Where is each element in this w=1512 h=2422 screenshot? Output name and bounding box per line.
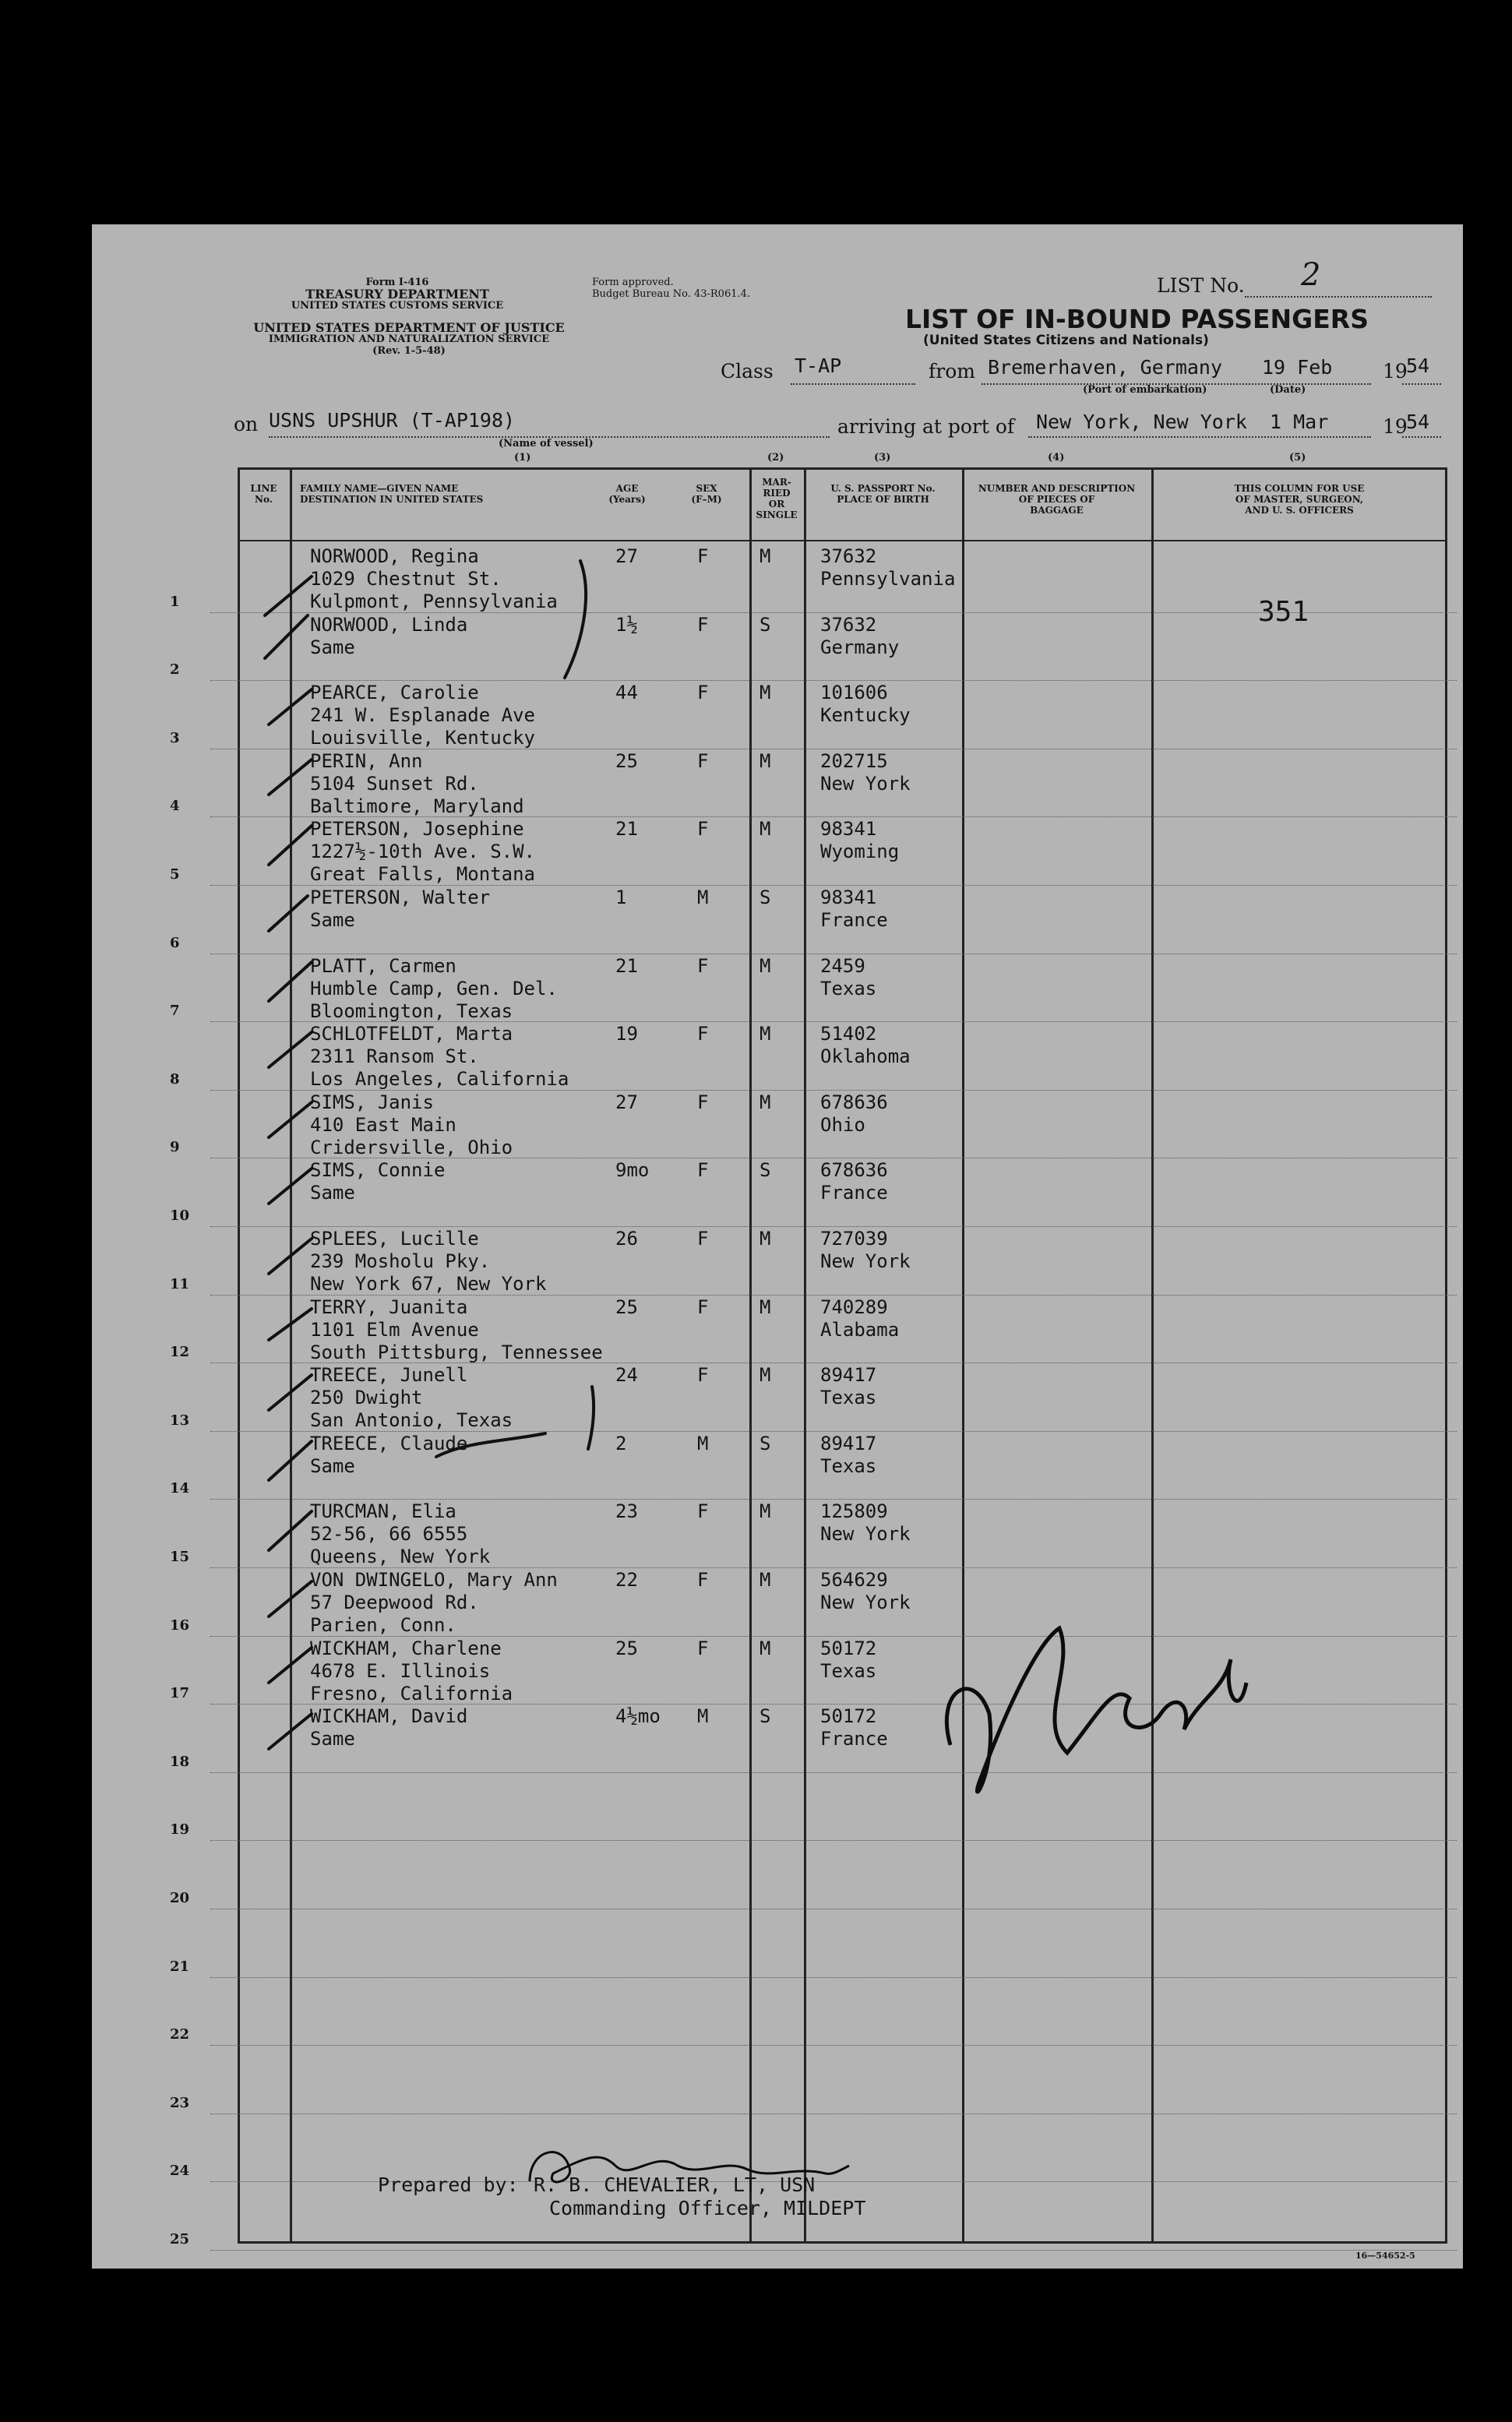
passenger-marital-status: M bbox=[760, 545, 771, 567]
line-number: 21 bbox=[170, 1958, 190, 1975]
row-rule bbox=[210, 1840, 1457, 1841]
passenger-name-destination: WICKHAM, David Same bbox=[310, 1705, 468, 1750]
row-rule bbox=[210, 1431, 1457, 1432]
passenger-marital-status: S bbox=[760, 1705, 771, 1728]
passenger-name-destination: WICKHAM, Charlene 4678 E. Illinois Fresno, California bbox=[310, 1637, 513, 1705]
header-passport: U. S. PASSPORT No. PLACE OF BIRTH bbox=[830, 483, 936, 505]
passenger-marital-status: M bbox=[760, 1637, 771, 1659]
passenger-passport-birthplace: 50172 France bbox=[820, 1705, 888, 1750]
line-number: 23 bbox=[170, 2094, 190, 2111]
line-number: 1 bbox=[170, 593, 180, 610]
passenger-age: 25 bbox=[615, 749, 638, 772]
passenger-passport-birthplace: 125809 New York bbox=[820, 1500, 911, 1546]
passenger-age: 22 bbox=[615, 1569, 638, 1591]
passenger-age: 1 bbox=[615, 887, 627, 908]
passenger-age: 21 bbox=[615, 818, 638, 841]
passenger-sex: M bbox=[697, 1705, 709, 1728]
line-number: 25 bbox=[170, 2230, 190, 2247]
embarkation-year: 54 bbox=[1406, 354, 1430, 377]
passenger-sex: F bbox=[697, 1569, 709, 1591]
class-label: Class bbox=[721, 360, 774, 383]
passenger-sex: F bbox=[697, 1500, 709, 1523]
passenger-passport-birthplace: 740289 Alabama bbox=[820, 1296, 900, 1341]
passenger-age: 44 bbox=[615, 682, 638, 704]
row-rule bbox=[210, 1977, 1457, 1978]
vessel-note: (Name of vessel) bbox=[499, 438, 594, 449]
line-number: 12 bbox=[170, 1344, 190, 1361]
passenger-age: 23 bbox=[615, 1500, 638, 1523]
passenger-passport-birthplace: 37632 Pennsylvania bbox=[820, 545, 956, 590]
passenger-name-destination: TERRY, Juanita 1101 Elm Avenue South Pittsburg, Tennessee bbox=[310, 1296, 603, 1363]
ins-service: IMMIGRATION AND NATURALIZATION SERVICE bbox=[268, 333, 550, 345]
passenger-passport-birthplace: 564629 New York bbox=[820, 1569, 911, 1613]
row-rule bbox=[210, 1499, 1457, 1500]
passenger-name-destination: PLATT, Carmen Humble Camp, Gen. Del. Bloomington, Texas bbox=[310, 954, 558, 1022]
line-number: 5 bbox=[170, 866, 180, 883]
passenger-name-destination: PERIN, Ann 5104 Sunset Rd. Baltimore, Maryland bbox=[310, 749, 524, 817]
passenger-marital-status: M bbox=[760, 1569, 771, 1591]
line-number: 19 bbox=[170, 1821, 190, 1839]
passenger-marital-status: M bbox=[760, 954, 771, 977]
passenger-passport-birthplace: 89417 Texas bbox=[820, 1432, 877, 1477]
passenger-passport-birthplace: 37632 Germany bbox=[820, 613, 900, 658]
arriving-label: arriving at port of bbox=[837, 415, 1015, 438]
line-number: 9 bbox=[170, 1139, 180, 1156]
header-line-no: LINE No. bbox=[250, 483, 277, 505]
col-1-marker: (1) bbox=[514, 452, 531, 464]
row-rule bbox=[210, 1090, 1457, 1091]
passenger-marital-status: S bbox=[760, 1432, 771, 1454]
row-rule bbox=[210, 2045, 1457, 2046]
header-name: FAMILY NAME—GIVEN NAME DESTINATION IN UNITED STATES bbox=[300, 483, 484, 505]
row-rule bbox=[210, 1226, 1457, 1227]
row-rule bbox=[210, 1021, 1457, 1022]
passenger-marital-status: M bbox=[760, 1296, 771, 1318]
row-rule bbox=[210, 1295, 1457, 1296]
justice-dept: UNITED STATES DEPARTMENT OF JUSTICE bbox=[253, 320, 565, 335]
list-number: 2 bbox=[1301, 257, 1321, 293]
passenger-passport-birthplace: 101606 Kentucky bbox=[820, 682, 911, 727]
row-rule bbox=[210, 1772, 1457, 1773]
row-rule bbox=[210, 816, 1457, 817]
passenger-name-destination: PEARCE, Carolie 241 W. Esplanade Ave Louisville, Kentucky bbox=[310, 682, 535, 749]
passenger-name-destination: SCHLOTFELDT, Marta 2311 Ransom St. Los Angeles, California bbox=[310, 1023, 569, 1091]
passenger-age: 25 bbox=[615, 1296, 638, 1318]
passenger-passport-birthplace: 678636 France bbox=[820, 1159, 888, 1204]
arrival-date: 1 Mar bbox=[1270, 411, 1329, 433]
embark-year-prefix: 19 bbox=[1383, 360, 1408, 383]
passenger-marital-status: M bbox=[760, 1228, 771, 1250]
embarkation-note: (Port of embarkation) bbox=[1083, 384, 1207, 396]
budget-bureau: Budget Bureau No. 43-R061.4. bbox=[592, 288, 751, 300]
row-rule bbox=[210, 1567, 1457, 1568]
form-footer-code: 16—54652-5 bbox=[1355, 2251, 1415, 2261]
passenger-name-destination: SIMS, Janis 410 East Main Cridersville, Ohio bbox=[310, 1091, 513, 1158]
passenger-sex: F bbox=[697, 1364, 709, 1387]
page-title: LIST OF IN-BOUND PASSENGERS bbox=[905, 304, 1369, 334]
passenger-marital-status: M bbox=[760, 818, 771, 841]
passenger-marital-status: M bbox=[760, 1091, 771, 1113]
line-number: 8 bbox=[170, 1070, 180, 1088]
passenger-age: 4½mo bbox=[615, 1705, 661, 1728]
passenger-marital-status: S bbox=[760, 613, 771, 636]
passenger-name-destination: SIMS, Connie Same bbox=[310, 1159, 446, 1204]
passenger-passport-birthplace: 98341 France bbox=[820, 887, 888, 931]
line-number: 2 bbox=[170, 661, 180, 679]
row-rule bbox=[210, 1636, 1457, 1637]
passenger-sex: F bbox=[697, 1296, 709, 1318]
arrival-year-prefix: 19 bbox=[1383, 415, 1408, 438]
line-number: 11 bbox=[170, 1275, 190, 1292]
passenger-name-destination: NORWOOD, Linda Same bbox=[310, 613, 468, 658]
form-number: Form I-416 bbox=[365, 277, 429, 288]
passenger-passport-birthplace: 50172 Texas bbox=[820, 1637, 877, 1682]
passenger-marital-status: S bbox=[760, 887, 771, 908]
col-4-marker: (4) bbox=[1048, 452, 1065, 464]
header-baggage: NUMBER AND DESCRIPTION OF PIECES OF BAGGAGE bbox=[978, 483, 1136, 516]
line-number: 16 bbox=[170, 1616, 190, 1634]
passenger-age: 21 bbox=[615, 954, 638, 977]
header-age: AGE (Years) bbox=[608, 483, 646, 505]
line-number: 24 bbox=[170, 2163, 190, 2180]
line-number: 10 bbox=[170, 1207, 190, 1224]
passenger-passport-birthplace: 98341 Wyoming bbox=[820, 818, 900, 863]
form-revision: (Rev. 1-5-48) bbox=[372, 345, 446, 357]
passenger-sex: F bbox=[697, 818, 709, 841]
passenger-age: 26 bbox=[615, 1228, 638, 1250]
passenger-name-destination: PETERSON, Josephine 1227½-10th Ave. S.W. Great Falls, Montana bbox=[310, 818, 535, 886]
port-of-embarkation: Bremerhaven, Germany bbox=[988, 356, 1223, 379]
line-number: 13 bbox=[170, 1412, 190, 1429]
passenger-marital-status: M bbox=[760, 1364, 771, 1387]
line-number: 4 bbox=[170, 798, 180, 815]
arrival-year: 54 bbox=[1406, 411, 1430, 433]
passenger-marital-status: M bbox=[760, 682, 771, 704]
passenger-name-destination: TURCMAN, Elia 52-56, 66 6555 Queens, New York bbox=[310, 1500, 491, 1568]
arrival-port: New York, New York bbox=[1036, 411, 1247, 433]
passenger-marital-status: S bbox=[760, 1159, 771, 1182]
vessel-name: USNS UPSHUR (T-AP198) bbox=[269, 409, 516, 432]
passenger-passport-birthplace: 89417 Texas bbox=[820, 1364, 877, 1409]
passenger-sex: F bbox=[697, 682, 709, 704]
passenger-sex: F bbox=[697, 1228, 709, 1250]
line-number: 14 bbox=[170, 1480, 190, 1497]
passenger-sex: M bbox=[697, 1432, 709, 1454]
row-rule bbox=[210, 2250, 1457, 2251]
passenger-sex: F bbox=[697, 1159, 709, 1182]
passenger-sex: M bbox=[697, 887, 709, 908]
col-3-marker: (3) bbox=[874, 452, 891, 464]
line-number: 6 bbox=[170, 934, 180, 951]
embarkation-date: 19 Feb bbox=[1262, 356, 1333, 379]
passenger-name-destination: NORWOOD, Regina 1029 Chestnut St. Kulpmont, Pennsylvania bbox=[310, 545, 558, 612]
line-number: 7 bbox=[170, 1003, 180, 1020]
passenger-sex: F bbox=[697, 545, 709, 567]
line-number: 20 bbox=[170, 1889, 190, 1906]
passenger-name-destination: TREECE, Claude Same bbox=[310, 1432, 468, 1477]
passenger-age: 27 bbox=[615, 1091, 638, 1113]
passenger-sex: F bbox=[697, 613, 709, 636]
passenger-name-destination: PETERSON, Walter Same bbox=[310, 887, 491, 931]
passenger-passport-birthplace: 678636 Ohio bbox=[820, 1091, 888, 1136]
header-sex: SEX (F–M) bbox=[691, 483, 722, 505]
passenger-age: 24 bbox=[615, 1364, 638, 1387]
header-married: MAR- RIED OR SINGLE bbox=[756, 477, 798, 520]
passenger-name-destination: SPLEES, Lucille 239 Mosholu Pky. New York 67, New York bbox=[310, 1228, 547, 1295]
prepared-by-label: Prepared by: bbox=[378, 2173, 519, 2196]
passenger-marital-status: M bbox=[760, 1500, 771, 1523]
list-no-label: LIST No. bbox=[1157, 274, 1245, 297]
passenger-marital-status: M bbox=[760, 1023, 771, 1045]
form-approved: Form approved. bbox=[592, 277, 674, 288]
line-number: 22 bbox=[170, 2026, 190, 2043]
row-rule bbox=[210, 680, 1457, 681]
passenger-passport-birthplace: 202715 New York bbox=[820, 749, 911, 795]
passenger-age: 2 bbox=[615, 1432, 627, 1454]
col-5-marker: (5) bbox=[1289, 452, 1306, 464]
officer-note: 351 bbox=[1258, 596, 1309, 628]
passenger-passport-birthplace: 727039 New York bbox=[820, 1228, 911, 1272]
passenger-passport-birthplace: 2459 Texas bbox=[820, 954, 877, 999]
on-label: on bbox=[234, 413, 259, 435]
row-rule bbox=[210, 1704, 1457, 1705]
passenger-age: 9mo bbox=[615, 1159, 650, 1182]
passenger-sex: F bbox=[697, 1091, 709, 1113]
preparer-title: Commanding Officer, MILDEPT bbox=[549, 2197, 866, 2219]
class-value: T-AP bbox=[795, 354, 842, 377]
customs-service: UNITED STATES CUSTOMS SERVICE bbox=[291, 300, 504, 312]
treasury-dept: TREASURY DEPARTMENT bbox=[305, 287, 489, 301]
passenger-age: 19 bbox=[615, 1023, 638, 1045]
line-number: 17 bbox=[170, 1685, 190, 1702]
col-2-marker: (2) bbox=[767, 452, 784, 464]
passenger-name-destination: VON DWINGELO, Mary Ann 57 Deepwood Rd. Parien, Conn. bbox=[310, 1569, 558, 1636]
row-rule bbox=[210, 612, 1457, 613]
passenger-sex: F bbox=[697, 1637, 709, 1659]
line-number: 3 bbox=[170, 729, 180, 746]
passenger-sex: F bbox=[697, 749, 709, 772]
passenger-name-destination: TREECE, Junell 250 Dwight San Antonio, Texas bbox=[310, 1364, 513, 1432]
passenger-age: 1½ bbox=[615, 613, 638, 636]
passenger-sex: F bbox=[697, 1023, 709, 1045]
passenger-sex: F bbox=[697, 954, 709, 977]
line-number: 15 bbox=[170, 1548, 190, 1565]
passenger-passport-birthplace: 51402 Oklahoma bbox=[820, 1023, 911, 1068]
passenger-marital-status: M bbox=[760, 749, 771, 772]
passenger-age: 27 bbox=[615, 545, 638, 567]
from-label: from bbox=[929, 360, 975, 383]
passenger-age: 25 bbox=[615, 1637, 638, 1659]
row-rule bbox=[210, 885, 1457, 886]
page-subtitle: (United States Citizens and Nationals) bbox=[923, 333, 1209, 348]
date-note: (Date) bbox=[1270, 384, 1306, 396]
line-number: 18 bbox=[170, 1753, 190, 1770]
header-officers: THIS COLUMN FOR USE OF MASTER, SURGEON, AND U. S. OFFICERS bbox=[1234, 483, 1365, 516]
preparer-name: R. B. CHEVALIER, LT, USN bbox=[534, 2173, 816, 2196]
